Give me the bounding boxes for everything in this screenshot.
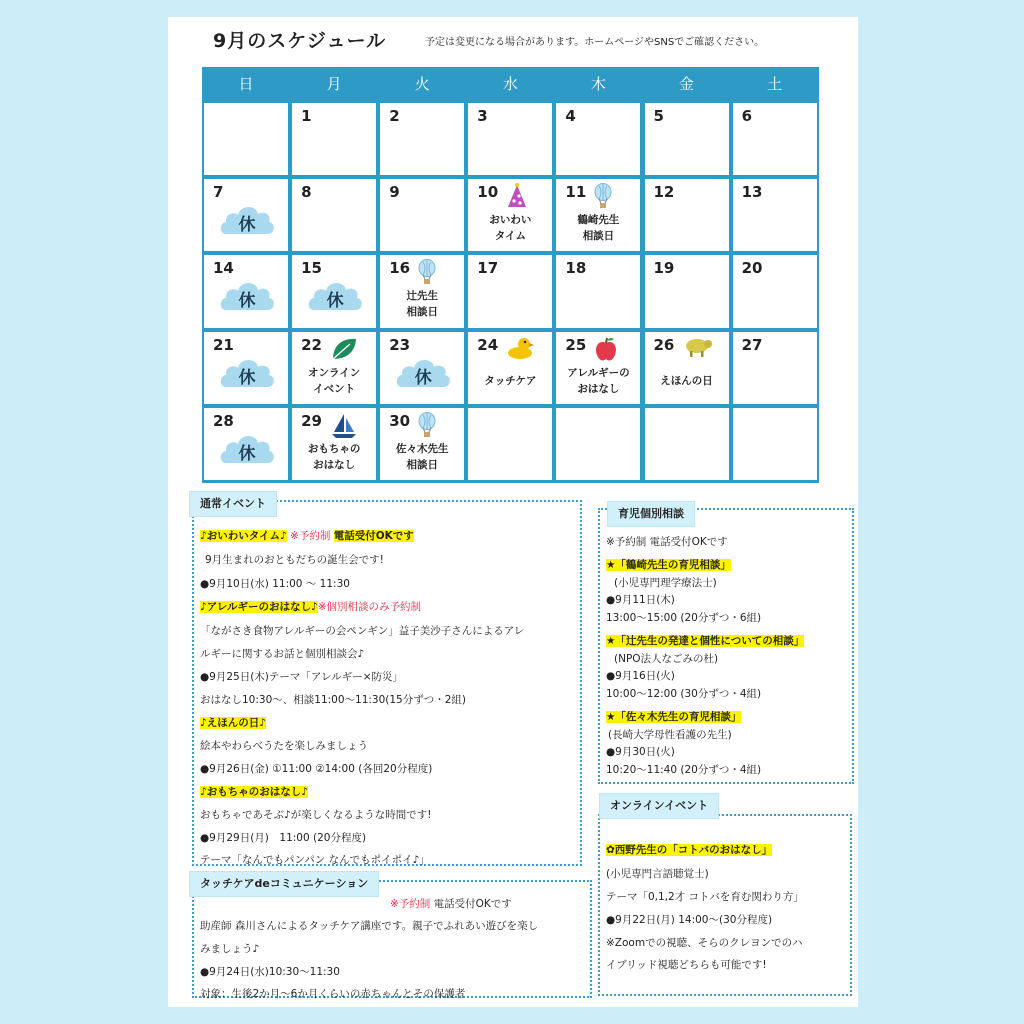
calendar-day-cell [204,103,288,175]
day-number: 27 [741,335,763,354]
day-number: 4 [565,107,576,125]
day-number: 3 [477,107,488,125]
day-number: 28 [213,411,234,430]
allergy-time: おはなし10:30～、相談11:00～11:30(15分ずつ・2組) [200,694,467,706]
touchcare-tel: 電話受付OKです [433,898,512,910]
event-label: えほんの日 [660,374,713,387]
regular-events-tab: 通常イベント [190,492,276,516]
touchcare-res-line [390,896,512,911]
calendar-day-cell [645,332,729,404]
calendar-day-cell [204,408,288,480]
calendar-day-cell [468,332,552,404]
c1-line [606,557,731,572]
apple-icon [594,336,618,366]
toy-title: ♪おもちゃのおはなし♪ [200,786,308,798]
calendar-day-cell [468,103,552,175]
sailboat-icon [330,412,358,444]
day-number: 21 [213,335,234,354]
c3-time: 10:20～11:40 (20分ずつ・4組) [606,764,762,776]
touchcare-desc-1: 助産師 森川さんによるタッチケア講座です。親子でふれあい遊びを楽し [200,920,539,932]
toy-desc: おもちゃであそぶ♪が楽しくなるような時間です! [200,809,432,821]
calendar-day-cell [556,408,640,480]
closed-label: 休 [238,291,256,312]
weekday-header: 火 [414,75,430,93]
ehon-title: ♪えほんの日♪ [200,717,266,729]
touchcare-desc-2: みましょう♪ [200,943,260,955]
allergy-desc-2: ルギーに関するお話と個別相談会♪ [200,648,365,660]
weekday-header: 水 [502,75,518,93]
day-number: 25 [565,335,587,354]
event-label: イベント [313,382,356,395]
event-label: 辻先生 [406,290,438,303]
online-tab: オンラインイベント [600,794,718,818]
ehon-desc: 絵本やわらべうたを楽しみましょう [200,740,368,752]
touchcare-tab: タッチケアdeコミュニケーション [190,872,378,896]
oiwai-desc: 9月生まれのおともだちの誕生会です! [205,554,384,566]
c1-date: ●9月11日(木) [606,594,675,606]
event-label: 鶴崎先生 [577,214,620,227]
calendar-day-cell [380,255,464,327]
closed-label: 休 [238,215,256,236]
online-date: ●9月22日(月) 14:00～(30分程度) [606,914,773,926]
day-number: 15 [301,259,322,278]
event-label: 相談日 [406,458,438,471]
c3-date: ●9月30日(火) [606,746,675,758]
day-number: 6 [741,107,753,125]
closed-label: 休 [414,367,432,388]
allergy-line [200,599,421,614]
c1-time: 13:00～15:00 (20分ずつ・6組) [606,612,762,624]
calendar-day-cell [733,408,817,480]
touchcare-reservation: ※予約制 [390,898,431,910]
calendar-day-cell [556,179,640,251]
c3-who: (長崎大学母性看護の先生) [608,729,732,741]
duck-icon [506,336,534,364]
oiwai-date: ●9月10日(水) 11:00 ～ 11:30 [200,578,350,590]
day-number: 8 [301,183,312,202]
calendar-day-cell [733,255,817,327]
event-label: オンライン [308,366,361,379]
page-title: 9月のスケジュール [213,30,387,52]
online-theme: テーマ「0,1,2才 コトバを育む関わり方」 [606,891,804,903]
calendar-day-cell [204,255,288,327]
day-number: 19 [653,259,675,278]
calendar-day-cell [468,179,552,251]
toy-date: ●9月29日(月) 11:00 (20分程度) [200,832,367,844]
toy-theme: テーマ「なんでもパンパン なんでもポイポイ♪」 [200,854,430,866]
weekday-header: 木 [590,75,606,93]
calendar-day-cell [556,332,640,404]
online-desc-2: イブリッド視聴どちらも可能です! [606,959,767,971]
calendar-day-cell [468,408,552,480]
touchcare-date: ●9月24日(水)10:30～11:30 [200,966,340,978]
toy-line [200,784,308,799]
calendar-day-cell [645,255,729,327]
closed-cloud-icon [218,354,276,390]
online-desc-1: ※Zoomでの視聴、そらのクレヨンでのハ [606,937,803,949]
calendar-day-cell [380,103,464,175]
oiwai-reservation: ※予約制 [290,530,331,542]
calendar-day-cell [556,255,640,327]
calendar-day-cell [292,408,376,480]
day-number: 17 [477,259,499,278]
event-label: 佐々木先生 [395,442,449,455]
weekday-header: 土 [767,75,783,93]
touchcare-target: 対象：生後2か月～6か月くらいの赤ちゃんとその保護者 [200,988,466,1000]
closed-cloud-icon [218,277,276,313]
day-number: 20 [741,259,763,278]
day-number: 9 [389,183,400,202]
closed-cloud-icon [218,430,276,466]
online-title: ✿西野先生の「コトバのおはなし」 [606,844,773,856]
c3-line [606,709,741,724]
party-hat-icon [506,183,528,213]
c2-time: 10:00～12:00 (30分ずつ・4組) [606,688,762,700]
event-label: 相談日 [406,306,438,319]
oiwai-title: ♪おいわいタイム♪ [200,530,287,542]
calendar-day-cell [380,408,464,480]
calendar-day-cell [468,255,552,327]
calendar-grid [202,67,819,483]
day-number: 18 [565,259,587,278]
event-label: おいわい [489,214,532,227]
oiwai-tel: 電話受付OKです [333,530,414,542]
day-number: 10 [477,183,499,202]
consult-intro: ※予約制 電話受付OKです [606,536,728,548]
oiwai-line [200,528,414,543]
calendar-day-cell [380,332,464,404]
ehon-date: ●9月26日(金) ①11:00 ②14:00 (各回20分程度) [200,763,433,775]
calendar-day-cell [292,255,376,327]
calendar-day-cell [204,179,288,251]
calendar-day-cell [292,332,376,404]
day-number: 29 [301,411,322,430]
c2-who: (NPO法人なごみの杜) [614,653,719,665]
calendar-day-cell [733,332,817,404]
event-label: タイム [494,230,526,243]
ehon-line [200,715,266,730]
allergy-note: ※個別相談のみ予約制 [317,601,422,613]
weekday-header: 金 [679,75,695,93]
day-number: 2 [389,107,400,125]
calendar-day-cell [733,103,817,175]
event-label: 相談日 [582,230,615,243]
allergy-date: ●9月25日(木)テーマ「アレルギー×防災」 [200,671,404,683]
leaf-icon [330,336,358,366]
closed-cloud-icon [394,354,452,390]
day-number: 30 [389,411,411,430]
day-number: 11 [565,183,587,202]
allergy-desc-1: 「ながさき食物アレルギーの会ペンギン」益子美沙子さんによるアレ [200,625,525,637]
online-who: (小児専門言語聴覚士) [606,868,709,880]
sheep-icon [683,336,713,362]
allergy-title: ♪アレルギーのおはなし♪ [200,601,318,613]
c2-date: ●9月16日(火) [606,670,675,682]
calendar-day-cell [380,179,464,251]
event-label: おもちゃの [307,442,361,455]
day-number: 14 [213,259,234,278]
day-number: 22 [301,335,322,354]
event-label: おはなし [577,382,620,395]
day-number: 13 [741,183,763,202]
calendar-day-cell [645,408,729,480]
day-number: 16 [389,259,411,278]
schedule-note: 予定は変更になる場合があります。ホームページやSNSでご確認ください。 [425,37,765,48]
closed-cloud-icon [306,277,364,313]
consult-tab: 育児個別相談 [608,502,694,526]
balloon-icon [418,259,436,291]
event-label: タッチケア [484,374,537,387]
weekday-header: 日 [238,75,254,93]
day-number: 26 [653,335,675,354]
weekday-header: 月 [326,75,342,93]
balloon-icon [418,412,436,444]
closed-cloud-icon [218,201,276,237]
calendar-day-cell [645,179,729,251]
day-number: 24 [477,335,499,354]
calendar-day-cell [556,103,640,175]
event-label: アレルギーの [567,366,630,379]
day-number: 5 [653,107,664,125]
closed-label: 休 [238,443,256,464]
closed-label: 休 [238,367,256,388]
balloon-icon [594,183,612,215]
day-number: 23 [389,335,411,354]
calendar-day-cell [292,103,376,175]
c1-who: (小児専門理学療法士) [614,577,717,589]
c2-title: ★「辻先生の発達と個性についての相談」 [606,635,805,647]
calendar-day-cell [204,332,288,404]
day-number: 1 [301,107,312,125]
c1-title: ★「鶴崎先生の育児相談」 [606,559,731,571]
online-line [606,842,772,857]
c3-title: ★「佐々木先生の育児相談」 [606,711,742,723]
day-number: 12 [653,183,675,202]
calendar-day-cell [733,179,817,251]
c2-line [606,633,804,648]
event-label: おはなし [313,458,356,471]
closed-label: 休 [326,291,344,312]
calendar-day-cell [292,179,376,251]
calendar-day-cell [645,103,729,175]
day-number: 7 [213,183,224,202]
